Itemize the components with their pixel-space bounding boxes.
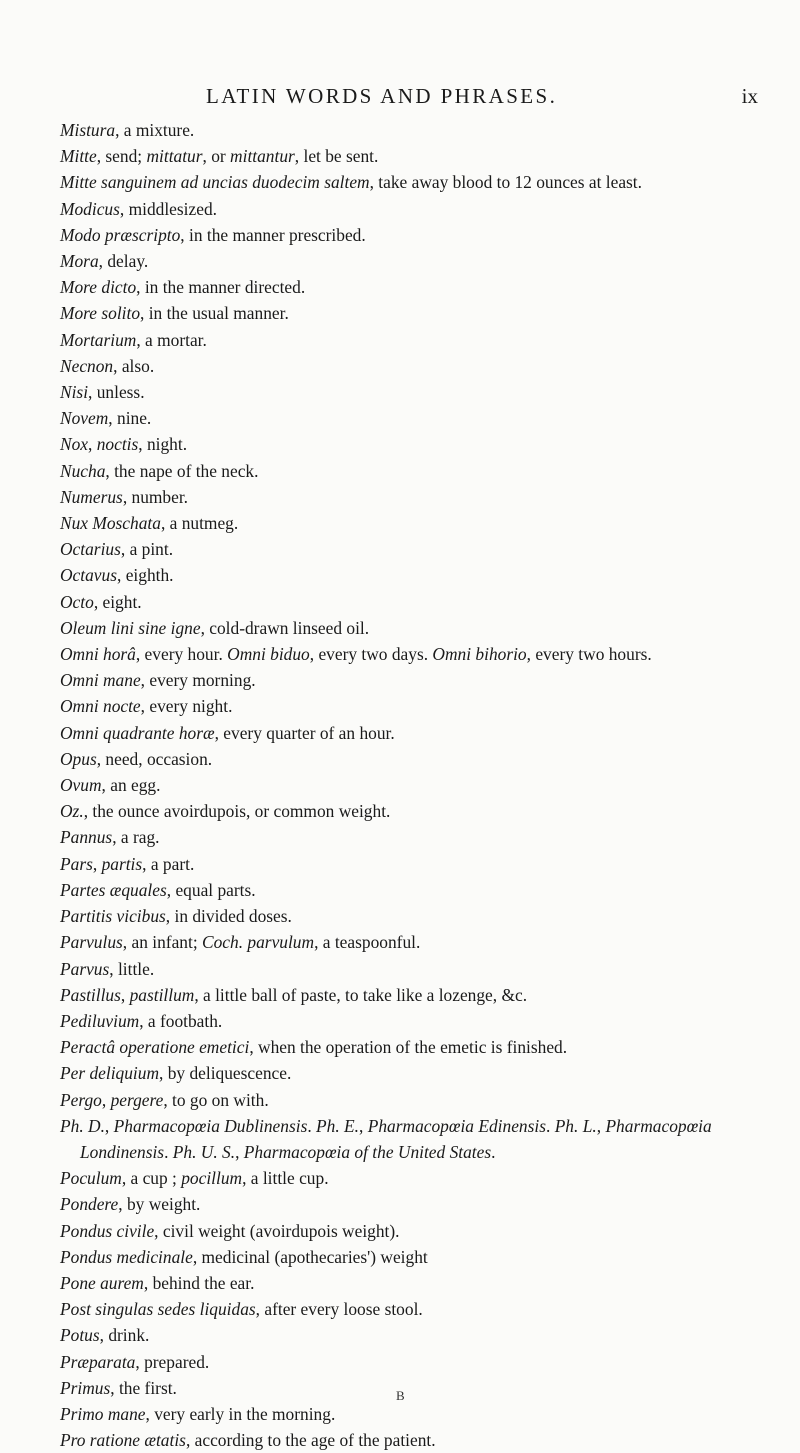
latin-term: pastillum <box>129 984 195 1005</box>
glossary-entry <box>60 143 765 169</box>
latin-term: Ph. D. <box>60 1115 105 1136</box>
running-head <box>206 84 758 109</box>
definition-text: , prepared. <box>135 1351 210 1372</box>
latin-term: Pone aurem <box>60 1272 144 1293</box>
glossary-entry <box>60 1034 765 1060</box>
definition-text: , by weight. <box>118 1194 201 1215</box>
glossary-entry <box>60 1113 765 1165</box>
definition-text: , behind the ear. <box>143 1272 255 1293</box>
glossary-entry <box>60 510 765 536</box>
definition-text: , equal parts. <box>166 879 256 900</box>
definition-text: , drink. <box>99 1325 150 1346</box>
latin-term: Mistura <box>60 120 116 140</box>
definition-text: , let be sent. <box>294 146 379 167</box>
glossary-entry <box>60 562 765 588</box>
latin-term: Numerus <box>60 486 123 507</box>
definition-text: , according to the age of the patient. <box>185 1430 436 1451</box>
glossary-entry <box>60 824 765 850</box>
definition-text: , a little cup. <box>242 1168 329 1189</box>
definition-text: , the first. <box>110 1377 177 1398</box>
latin-term: Oleum lini sine igne <box>60 617 201 638</box>
definition-text: , a footbath. <box>139 1010 223 1031</box>
glossary-entry <box>60 169 765 195</box>
glossary-entry <box>60 589 765 615</box>
definition-text: , every morning. <box>140 670 256 691</box>
definition-text: , an egg. <box>101 775 161 796</box>
latin-term: Mitte <box>60 146 97 167</box>
glossary-entry <box>60 300 765 326</box>
latin-term: partis <box>101 853 143 874</box>
glossary-entry <box>60 405 765 431</box>
glossary-entry <box>60 1165 765 1191</box>
glossary-entry <box>60 1008 765 1034</box>
definition-text: , every hour. <box>135 644 228 665</box>
definition-text: , delay. <box>98 251 149 272</box>
definition-text: , cold-drawn linseed oil. <box>200 617 370 638</box>
latin-term: pocillum <box>181 1168 243 1189</box>
latin-term: Partes æquales <box>60 879 167 900</box>
glossary-entry <box>60 667 765 693</box>
glossary-entry <box>60 458 765 484</box>
latin-term: Ovum <box>60 775 102 796</box>
definition-text: , send; <box>96 146 147 167</box>
glossary-entry <box>60 693 765 719</box>
definition-text: , in the manner prescribed. <box>180 224 366 245</box>
definition-text: , by deliquescence. <box>159 1063 292 1084</box>
definition-text: , a part. <box>142 853 195 874</box>
definition-text: , very early in the morning. <box>145 1403 336 1424</box>
definition-text: , eight. <box>93 591 142 612</box>
definition-text: , eighth. <box>117 565 174 586</box>
glossary-entry <box>60 877 765 903</box>
glossary-entry <box>60 222 765 248</box>
latin-term: Coch. parvulum <box>202 932 315 953</box>
page-number: ix <box>741 84 758 108</box>
definition-text: , <box>104 1115 114 1136</box>
definition-text: , every quarter of an hour. <box>214 722 395 743</box>
glossary-entry <box>60 274 765 300</box>
glossary-entry <box>60 327 765 353</box>
definition-text: , the nape of the neck. <box>105 460 259 481</box>
definition-text: , <box>88 434 97 455</box>
glossary-entry <box>60 1270 765 1296</box>
latin-term: Modicus <box>60 198 120 219</box>
definition-text: , in the manner directed. <box>136 277 306 298</box>
latin-term: Pergo <box>60 1089 102 1110</box>
latin-term: Post singulas sedes liquidas <box>60 1299 256 1320</box>
glossary-entry <box>60 1191 765 1217</box>
latin-term: Mitte sanguinem ad uncias duodecim saltem <box>60 172 370 193</box>
glossary-entry <box>60 1375 765 1401</box>
glossary-entry <box>60 903 765 929</box>
glossary-entry <box>60 248 765 274</box>
definition-text: , a teaspoonful. <box>314 932 421 953</box>
glossary-entry <box>60 196 765 222</box>
latin-term: Ph. E. <box>316 1115 360 1136</box>
latin-term: Omni nocte <box>60 696 141 717</box>
latin-term: Peractâ operatione emetici <box>60 1037 250 1058</box>
definition-text: , middlesized. <box>119 198 217 219</box>
latin-term: Pro ratione ætatis <box>60 1430 186 1451</box>
glossary-entry <box>60 1401 765 1427</box>
latin-term: Omni bihorio <box>432 644 527 665</box>
glossary-entry <box>60 798 765 824</box>
latin-term: Ph. L. <box>554 1115 597 1136</box>
latin-term: Omni mane <box>60 670 141 691</box>
latin-term: Omni quadrante horæ <box>60 722 215 743</box>
glossary-entry <box>60 1349 765 1375</box>
glossary-entries <box>60 117 765 1453</box>
definition-text: , when the operation of the emetic is finished. <box>249 1037 568 1058</box>
definition-text: , take away blood to 12 ounces at least. <box>369 172 642 193</box>
definition-text: , a mixture. <box>115 120 195 140</box>
latin-term: Oz. <box>60 801 84 822</box>
latin-term: Poculum <box>60 1168 122 1189</box>
definition-text: , a pint. <box>120 539 174 560</box>
latin-term: Potus <box>60 1325 100 1346</box>
definition-text: , or <box>202 146 231 167</box>
definition-text: , unless. <box>88 382 145 403</box>
latin-term: Pastillus <box>60 984 121 1005</box>
latin-term: Partitis vicibus <box>60 906 166 927</box>
definition-text: , <box>92 853 102 874</box>
definition-text: , in the usual manner. <box>140 303 289 324</box>
page-header-title: LATIN WORDS AND PHRASES. <box>206 84 558 108</box>
definition-text: , also. <box>113 355 155 376</box>
glossary-entry <box>60 746 765 772</box>
definition-text: , need, occasion. <box>96 748 213 769</box>
glossary-entry <box>60 484 765 510</box>
latin-term: Modo præscripto <box>60 224 181 245</box>
definition-text: , every night. <box>140 696 233 717</box>
definition-text: . <box>491 1141 496 1162</box>
latin-term: Per deliquium <box>60 1063 160 1084</box>
latin-term: Præparata <box>60 1351 136 1372</box>
glossary-entry <box>60 536 765 562</box>
definition-text: , an infant; <box>122 932 202 953</box>
glossary-entry <box>60 720 765 746</box>
latin-term: Parvulus <box>60 932 123 953</box>
definition-text: , <box>120 984 130 1005</box>
definition-text: , <box>359 1115 368 1136</box>
latin-term: noctis <box>96 434 139 455</box>
glossary-entry <box>60 1218 765 1244</box>
definition-text: , a cup ; <box>121 1168 182 1189</box>
latin-term: Octo <box>60 591 94 612</box>
definition-text: , little. <box>109 958 155 979</box>
glossary-entry <box>60 982 765 1008</box>
latin-term: Pondus civile <box>60 1220 155 1241</box>
definition-text: , civil weight (avoirdupois weight). <box>154 1220 400 1241</box>
latin-term: Pondus medicinale <box>60 1246 193 1267</box>
latin-term: Nucha <box>60 460 106 481</box>
latin-term: Mora <box>60 251 99 272</box>
glossary-entry <box>60 1296 765 1322</box>
latin-term: Novem <box>60 408 109 429</box>
glossary-entry <box>60 929 765 955</box>
glossary-entry <box>60 1060 765 1086</box>
definition-text: , night. <box>138 434 188 455</box>
glossary-entry <box>60 1087 765 1113</box>
latin-term: Omni horâ <box>60 644 136 665</box>
glossary-entry <box>60 1427 765 1453</box>
latin-term: Nisi <box>60 382 89 403</box>
definition-text: , medicinal (apothecaries') weight <box>192 1246 428 1267</box>
latin-term: More solito <box>60 303 141 324</box>
glossary-entry <box>60 117 765 143</box>
latin-term: Parvus <box>60 958 110 979</box>
glossary-entry <box>60 1322 765 1348</box>
definition-text: , a rag. <box>112 827 160 848</box>
latin-term: Octavus <box>60 565 117 586</box>
definition-text: . <box>164 1141 173 1162</box>
latin-term: mittantur <box>230 146 295 167</box>
latin-term: Pharmacopœia Londinensis <box>80 1115 712 1162</box>
glossary-entry <box>60 1244 765 1270</box>
definition-text: , in divided doses. <box>165 906 292 927</box>
latin-term: Pars <box>60 853 93 874</box>
definition-text: , <box>235 1141 244 1162</box>
glossary-entry <box>60 851 765 877</box>
glossary-entry <box>60 379 765 405</box>
latin-term: Pondere <box>60 1194 119 1215</box>
latin-term: Nox <box>60 434 89 455</box>
latin-term: Omni biduo <box>227 644 310 665</box>
definition-text: , <box>101 1089 111 1110</box>
glossary-entry <box>60 772 765 798</box>
definition-text: , after every loose stool. <box>255 1299 423 1320</box>
definition-text: , to go on with. <box>163 1089 269 1110</box>
glossary-entry <box>60 641 765 667</box>
definition-text: , nine. <box>108 408 152 429</box>
latin-term: Octarius <box>60 539 121 560</box>
definition-text: , a little ball of paste, to take like a lozenge, &c. <box>194 984 528 1005</box>
glossary-entry <box>60 353 765 379</box>
definition-text: . <box>545 1115 555 1136</box>
latin-term: Ph. U. S. <box>172 1141 236 1162</box>
definition-text: . <box>307 1115 317 1136</box>
latin-term: Primo mane <box>60 1403 146 1424</box>
latin-term: Pharmacopœia of the United States <box>243 1141 492 1162</box>
definition-text: , a mortar. <box>136 329 207 350</box>
latin-term: pergere <box>110 1089 164 1110</box>
latin-term: Primus <box>60 1377 111 1398</box>
glossary-entry <box>60 615 765 641</box>
definition-text: , a nutmeg. <box>160 513 239 534</box>
glossary-entry <box>60 956 765 982</box>
latin-term: Opus <box>60 748 97 769</box>
latin-term: Necnon <box>60 355 114 376</box>
latin-term: mittatur <box>146 146 203 167</box>
glossary-entry <box>60 431 765 457</box>
latin-term: More dicto <box>60 277 137 298</box>
latin-term: Nux Moschata <box>60 513 161 534</box>
latin-term: Mortarium <box>60 329 137 350</box>
definition-text: , every two days. <box>309 644 433 665</box>
latin-term: Pharmacopœia Dublinensis <box>113 1115 308 1136</box>
definition-text: , <box>596 1115 606 1136</box>
latin-term: Pannus <box>60 827 113 848</box>
signature-mark: B <box>396 1388 405 1403</box>
latin-term: Pediluvium <box>60 1010 140 1031</box>
definition-text: , number. <box>122 486 189 507</box>
latin-term: Pharmacopœia Edinensis <box>367 1115 546 1136</box>
definition-text: , every two hours. <box>526 644 652 665</box>
definition-text: , the ounce avoirdupois, or common weight. <box>83 801 391 822</box>
